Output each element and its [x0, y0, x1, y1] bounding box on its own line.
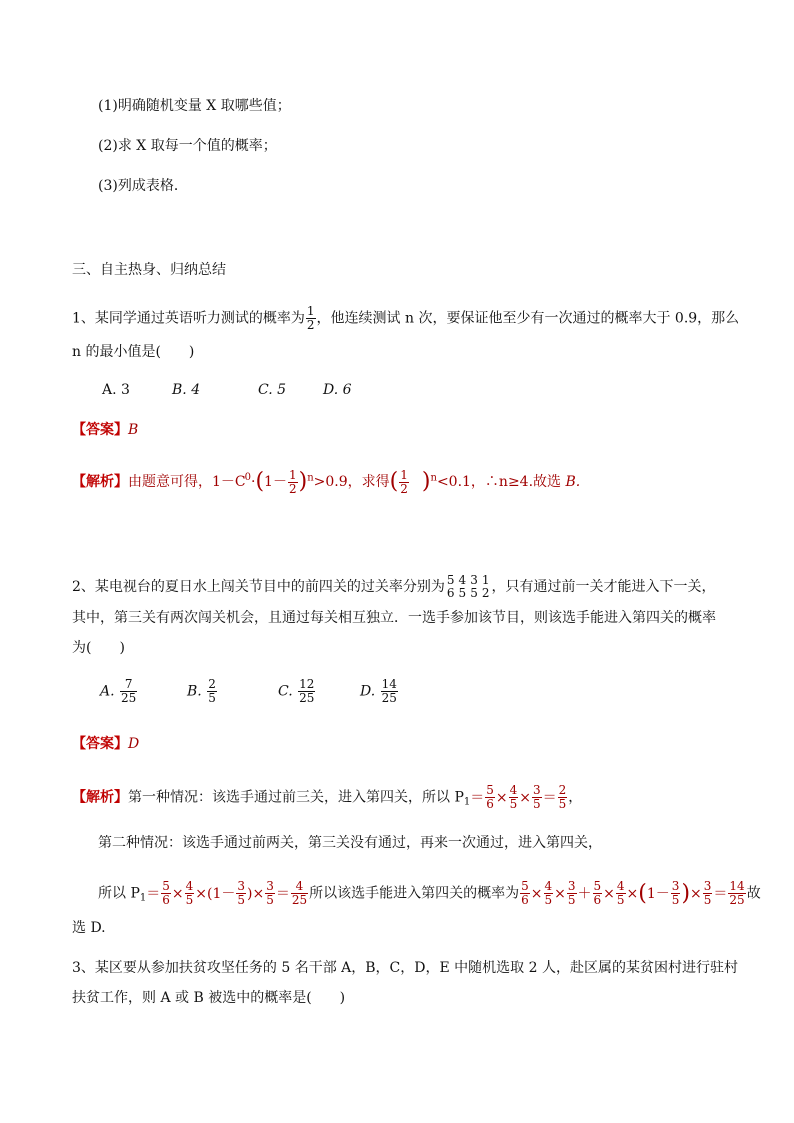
- q1-analysis-b: ·: [251, 474, 256, 490]
- q2-option-c-frac: [298, 678, 315, 705]
- q2-a4-frac-2-num: 4: [544, 879, 553, 893]
- q2-option-c: [278, 678, 316, 705]
- q2-option-d-frac: [381, 678, 398, 705]
- q1-paren-open-1: (: [255, 469, 265, 494]
- q2-analysis-eq-1: ＝ $\frac{5}{6}$ × $\frac{4}{5}$ × $\frac{3}{5}$ ＝ $\frac{2}{5}$: [470, 783, 567, 811]
- q2-option-b-frac: [207, 678, 217, 705]
- q2-option-c-num: 12: [299, 677, 315, 691]
- q1-option-b: B. 4: [172, 382, 201, 398]
- q2-a1-frac-3-num: 3: [533, 783, 541, 797]
- q1-frac-den: 2: [306, 318, 315, 332]
- q1-analysis-exp-1: n: [307, 472, 314, 484]
- q2-frac-1-den: 6: [446, 586, 455, 600]
- q2-a3-frac-5-den: 25: [291, 893, 308, 907]
- q2-option-d-letter: D.: [360, 683, 376, 700]
- q1-frac: [306, 305, 316, 332]
- section-title: 三、自主热身、归纳总结: [72, 262, 226, 278]
- q2-analysis-line-2: 第二种情况：该选手通过前两关，第三关没有通过，再来一次通过，进入第四关，: [98, 835, 602, 851]
- q2-a4-frac-1-num: 5: [521, 879, 529, 893]
- q2-a4-frac-3: [567, 880, 577, 907]
- q2-a3-frac-4-num: 3: [266, 879, 274, 893]
- q2-text-b: ，只有通过前一关才能进入下一关，: [491, 579, 716, 595]
- q1-text-a: 1、某同学通过英语听力测试的概率为: [72, 310, 305, 327]
- q1-frac-num: 1: [306, 304, 315, 318]
- q1-analysis-exp-2: n: [430, 472, 437, 484]
- q1-analysis-frac-2: [399, 469, 409, 496]
- q2-a4-frac-5-den: 5: [616, 893, 625, 907]
- q2-option-b-den: 5: [208, 691, 216, 705]
- q2-text-a: 2、某电视台的夏日水上闯关节目中的前四关的过关率分别为: [72, 579, 445, 595]
- q2-analysis-sub-1: 1: [463, 796, 471, 808]
- q2-a1-frac-4-den: 5: [558, 797, 567, 811]
- q2-option-d-den: 25: [381, 691, 397, 705]
- step-3: (3)列成表格．: [98, 178, 188, 194]
- q2-a3-frac-1-den: 6: [162, 893, 170, 907]
- q2-analysis-text-1: 第一种情况：该选手通过前三关，进入第四关，所以 P: [128, 789, 464, 806]
- q2-option-d-num: 14: [381, 677, 397, 691]
- q2-analysis-text-3b: 所以该选手能进入第四关的概率为: [309, 885, 520, 902]
- q2-analysis-sub-3: 1: [139, 892, 147, 904]
- q1-analysis-frac-1-num: 1: [288, 467, 297, 482]
- q2-option-c-den: 25: [299, 691, 315, 705]
- q1-line-1: [72, 305, 739, 332]
- q2-option-a-letter: A.: [100, 683, 115, 700]
- q1-answer: [72, 420, 138, 440]
- q2-a4-frac-5-num: 4: [616, 879, 625, 893]
- q1-analysis-tag: 【解析】: [72, 474, 128, 490]
- q2-a4-frac-4-num: 5: [593, 879, 602, 893]
- q1-analysis: [72, 468, 580, 496]
- q1-analysis-frac-1-den: 2: [288, 481, 297, 496]
- q2-analysis-line-1: 【解析】第一种情况：该选手通过前三关，进入第四关，所以 $P_1=$ $\frac{5}{6}$ × $\frac{4}{5}$ × $\frac{3}{5}$ ＝ $\frac{2}{5}$ ，: [72, 783, 583, 811]
- q1-option-a: A. 3: [102, 382, 130, 398]
- q2-a1-frac-2-den: 5: [509, 797, 518, 811]
- q2-a3-frac-2-num: 4: [185, 879, 194, 893]
- q2-a4-frac-4: [593, 880, 603, 907]
- q2-a1-frac-4-num: 2: [558, 783, 567, 797]
- q1-analysis-c: 1－: [264, 474, 287, 490]
- step-2: (2)求 X 取每一个值的概率；: [98, 138, 277, 154]
- q1-text-b: ，他连续测试 n 次，要保证他至少有一次通过的概率大于 0.9，那么: [316, 310, 740, 327]
- q2-frac-3: [469, 574, 479, 600]
- q2-option-a-num: 7: [120, 678, 137, 692]
- q2-answer: [72, 734, 139, 754]
- q2-option-a: [100, 678, 138, 705]
- q2-option-c-letter: C.: [278, 683, 293, 700]
- q2-a1-frac-3-den: 5: [533, 797, 541, 811]
- q2-a3-frac-4: [265, 880, 275, 907]
- q2-a3-frac-3: [236, 880, 246, 907]
- q1-analysis-a: 由题意可得，1－C: [128, 474, 246, 490]
- q2-a3-frac-3-den: 5: [237, 893, 246, 907]
- q2-analysis-eq-4: $\frac{5}{6}$ × $\frac{4}{5}$ × $\frac{3}{5}$ ＋ $\frac{5}{6}$ × $\frac{4}{5}$ ×(1－ $\frac{3}{5}$ )× $\frac{3}{5}$ ＝ $\frac{14}{25}$: [521, 879, 745, 907]
- q2-analysis-line-4: 选 D.: [72, 920, 106, 936]
- q1-option-c: C. 5: [258, 382, 287, 398]
- q1-option-d: D. 6: [323, 382, 352, 398]
- q2-a1-frac-2-num: 4: [509, 783, 518, 797]
- q2-a3-frac-2-den: 5: [185, 893, 194, 907]
- q2-a4-frac-6-num: 3: [671, 879, 680, 893]
- q2-a3-frac-1-num: 5: [162, 879, 170, 893]
- q2-a4-frac-7-den: 5: [703, 893, 712, 907]
- q2-a4-frac-8: [728, 880, 745, 907]
- q2-frac-2-num: 4: [458, 573, 467, 587]
- q2-frac-1-num: 5: [446, 573, 455, 587]
- q3-line-1: 3、某区要从参加扶贫攻坚任务的 5 名干部 A，B，C，D，E 中随机选取 2 人，赴区属的某贫困村进行驻村: [72, 960, 738, 976]
- q2-answer-value: D: [128, 736, 140, 752]
- q2-option-b: [187, 678, 218, 705]
- q2-analysis-tag: 【解析】: [72, 789, 128, 806]
- q1-analysis-e: >0.9，求得: [313, 474, 390, 490]
- q2-a3-frac-2: [185, 880, 195, 907]
- q2-a4-frac-2-den: 5: [544, 893, 553, 907]
- q1-analysis-frac-1: [288, 469, 298, 496]
- q2-a4-frac-3-num: 3: [567, 879, 576, 893]
- q2-a4-frac-7-num: 3: [703, 879, 712, 893]
- q2-a4-frac-2: [544, 880, 554, 907]
- q2-a1-frac-1-den: 6: [486, 797, 494, 811]
- q2-a3-frac-5: [291, 880, 308, 907]
- q1-answer-value: B: [128, 422, 139, 438]
- q2-analysis-eq-3: ＝ $\frac{5}{6}$ × $\frac{4}{5}$ ×(1－ $\frac{3}{5}$ )× $\frac{3}{5}$ ＝ $\frac{4}{25}$: [146, 879, 308, 907]
- q2-frac-2-den: 5: [458, 586, 467, 600]
- q2-a3-frac-4-den: 5: [266, 893, 274, 907]
- q1-line-2: n 的最小值是( ): [72, 344, 195, 360]
- q1-analysis-frac-2-den: 2: [400, 481, 408, 496]
- q2-frac-4: [481, 574, 491, 600]
- q2-line-3: 为( ): [72, 640, 125, 656]
- q2-frac-3-den: 5: [470, 586, 478, 600]
- q2-option-d: [360, 678, 399, 705]
- q2-frac-4-num: 1: [481, 573, 490, 587]
- q2-a4-frac-7: [703, 880, 713, 907]
- q2-a4-frac-1-den: 6: [521, 893, 529, 907]
- q2-analysis-text-3a: 所以 P: [98, 885, 140, 902]
- q1-analysis-h: B.: [565, 474, 581, 490]
- q2-a4-frac-6: [671, 880, 681, 907]
- q2-frac-3-num: 3: [470, 573, 478, 587]
- q2-a3-frac-3-num: 3: [237, 879, 246, 893]
- q1-analysis-sup: 0: [244, 472, 251, 483]
- q2-a3-frac-5-num: 4: [291, 880, 308, 894]
- q2-frac-4-den: 2: [481, 586, 490, 600]
- q2-a1-frac-1-num: 5: [486, 783, 494, 797]
- q2-a1-frac-4: [558, 784, 568, 811]
- q2-a4-frac-1: [520, 880, 530, 907]
- q2-analysis-line-3: [98, 880, 761, 909]
- q2-a4-frac-4-den: 6: [593, 893, 602, 907]
- q1-answer-tag: 【答案】: [72, 422, 128, 438]
- q2-a4-frac-5: [616, 880, 626, 907]
- step-1: (1)明确随机变量 X 取哪些值；: [98, 98, 291, 114]
- q1-paren-close-1: ): [298, 469, 308, 494]
- q2-a4-frac-3-den: 5: [567, 893, 576, 907]
- q2-option-a-frac: [120, 678, 137, 705]
- q2-option-b-letter: B.: [187, 683, 202, 700]
- q1-analysis-g: <0.1，∴n≥4.故选: [436, 474, 566, 490]
- q2-a4-frac-6-den: 5: [671, 893, 680, 907]
- q2-a4-frac-8-num: 14: [729, 879, 745, 893]
- q2-frac-2: [458, 574, 468, 600]
- q2-answer-tag: 【答案】: [72, 736, 128, 752]
- q2-option-b-num: 2: [208, 677, 216, 691]
- q2-line-2: 其中，第三关有两次闯关机会，且通过每关相互独立．一选手参加该节目，则该选手能进入第四关的概率: [72, 610, 716, 626]
- q1-paren-open-2: (: [389, 469, 399, 494]
- q2-line-1: [72, 574, 715, 600]
- q1-paren-close-2: ): [421, 469, 431, 494]
- q2-a4-frac-8-den: 25: [729, 893, 745, 907]
- q2-a1-frac-2: [509, 784, 519, 811]
- q2-option-a-den: 25: [121, 691, 137, 705]
- q2-a3-frac-1: [161, 880, 171, 907]
- q1-analysis-frac-2-num: 1: [400, 467, 408, 482]
- q2-a1-frac-3: [532, 784, 542, 811]
- q2-frac-1: [446, 574, 456, 600]
- q2-analysis-text-3c: 故: [746, 885, 761, 902]
- q2-a1-frac-1: [485, 784, 495, 811]
- q3-line-2: 扶贫工作，则 A 或 B 被选中的概率是( ): [72, 990, 346, 1006]
